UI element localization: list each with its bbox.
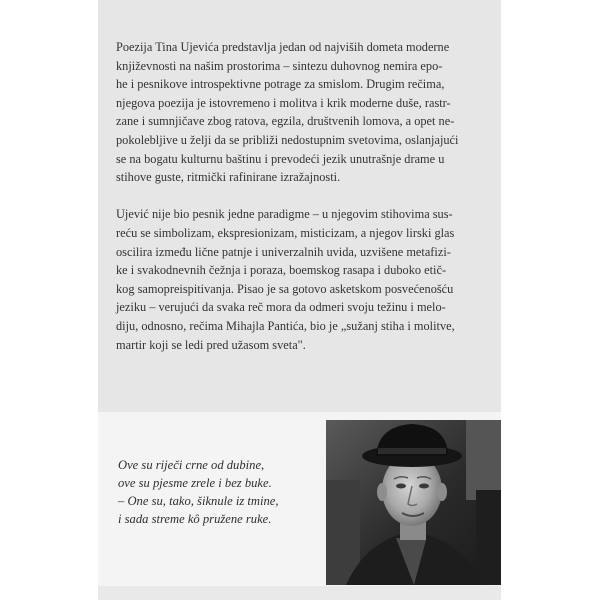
paragraph-2 xyxy=(116,205,488,354)
description-text xyxy=(116,38,488,373)
text-line: diju, odnosno, rečima Mihajla Pantića, bio je „sužanj stiha i molitve, xyxy=(116,318,455,333)
text-line: zane i sumnjičave zbog ratova, egzila, društvenih lomova, a opet ne- xyxy=(116,114,455,129)
text-line: jeziku – verujući da svaka reč mora da odmeri svoju težinu i melo- xyxy=(116,300,446,315)
text-line: Poezija Tina Ujevića predstavlja jedan od najviših dometa moderne xyxy=(116,40,450,54)
book-back-cover xyxy=(98,0,501,600)
text-line: ke i svakodnevnih čežnja i poraza, boemskog rasapa i duboko etič- xyxy=(116,263,447,278)
quote-panel xyxy=(98,412,501,600)
text-line: oscilira između lične patnje i univerzalnih uvida, uzvišene metafizi- xyxy=(116,244,451,259)
text-line: pokolebljive u želji da se približi nedostupnim svetovima, oslanjajući xyxy=(116,132,459,147)
description-panel xyxy=(98,0,501,412)
poem-quote xyxy=(118,456,318,528)
text-line: reću se simbolizam, ekspresionizam, misticizam, a njegov lirski glas xyxy=(116,225,455,240)
paragraph-1 xyxy=(116,38,488,187)
text-line: he i pesnikove introspektivne potrage za smislom. Drugim rečima, xyxy=(116,77,445,92)
text-line: njegova poezija je istovremeno i molitva i krik moderne duše, rastr- xyxy=(116,95,451,110)
poem-line: – One su, tako, šiknule iz tmine, xyxy=(118,494,279,508)
text-line: stihove guste, ritmički rafinirane izražajnosti. xyxy=(116,170,341,185)
poem-line: Ove su riječi crne od dubine, xyxy=(118,458,265,472)
portrait-photo xyxy=(326,420,501,585)
text-line: književnosti na našim prostorima – sintezu duhovnog nemira epo- xyxy=(116,58,443,73)
text-line: martir koji se ledi pred užasom sveta". xyxy=(116,337,306,352)
bottom-strip xyxy=(98,586,501,600)
poem-line: i sada streme kô pružene ruke. xyxy=(118,512,272,526)
text-line: se na bogatu kulturnu baštinu i prevodeći jezik unutrašnje drame u xyxy=(116,151,445,166)
text-line: kog samopreispitivanja. Pisao je sa gotovo asketskom posvećenošću xyxy=(116,281,454,296)
poem-line: ove su pjesme zrele i bez buke. xyxy=(118,476,272,490)
text-line: Ujević nije bio pesnik jedne paradigme – u njegovim stihovima sus- xyxy=(116,207,453,222)
